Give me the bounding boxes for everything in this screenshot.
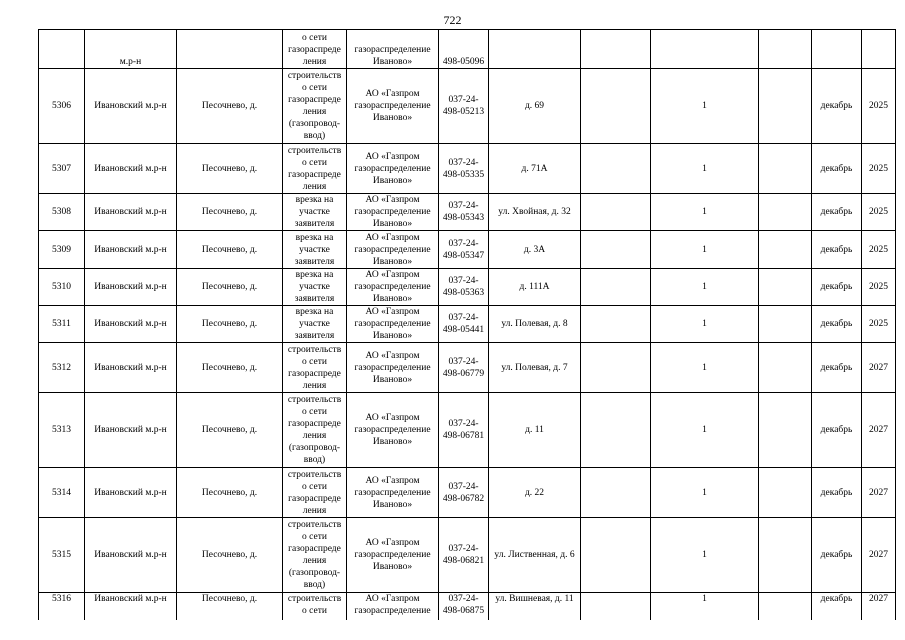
cell-qty: 1: [651, 393, 759, 468]
cell-district: м.р-н: [85, 30, 177, 69]
cell-tu-number: 037-24-498-05343: [439, 194, 489, 231]
cell-organization: АО «Газпром газораспределение Иваново»: [347, 468, 439, 518]
cell-qty: 1: [651, 468, 759, 518]
cell-work-type: строительств о сети газораспреде ления: [283, 144, 347, 194]
cell-district: Ивановский м.р-н: [85, 593, 177, 620]
register-body: [39, 30, 896, 620]
cell-no: 5314: [39, 468, 85, 518]
table-row: [39, 468, 896, 518]
table-row: [39, 518, 896, 593]
cell-empty: [759, 306, 812, 343]
cell-qty: 1: [651, 593, 759, 620]
cell-year: 2027: [862, 468, 896, 518]
cell-empty: [581, 518, 651, 593]
cell-locality: Песочнево, д.: [177, 343, 283, 393]
cell-tu-number: 037-24-498-06821: [439, 518, 489, 593]
cell-district: Ивановский м.р-н: [85, 468, 177, 518]
table-row: [39, 306, 896, 343]
cell-qty: 1: [651, 306, 759, 343]
cell-month: декабрь: [812, 393, 862, 468]
cell-organization: АО «Газпром газораспределение Иваново»: [347, 194, 439, 231]
cell-month: декабрь: [812, 194, 862, 231]
cell-address: д. 11: [489, 393, 581, 468]
cell-tu-number: 498-05096: [439, 30, 489, 69]
cell-organization: газораспределение Иваново»: [347, 30, 439, 69]
cell-organization: АО «Газпром газораспределение Иваново»: [347, 306, 439, 343]
cell-tu-number: 037-24-498-06782: [439, 468, 489, 518]
cell-no: 5308: [39, 194, 85, 231]
cell-locality: Песочнево, д.: [177, 393, 283, 468]
cell-address: д. 22: [489, 468, 581, 518]
cell-month: декабрь: [812, 468, 862, 518]
cell-tu-number: 037-24-498-05347: [439, 231, 489, 269]
cell-qty: 1: [651, 343, 759, 393]
cell-no: 5312: [39, 343, 85, 393]
cell-tu-number: 037-24-498-05335: [439, 144, 489, 194]
cell-organization: АО «Газпром газораспределение Иваново»: [347, 269, 439, 306]
cell-tu-number: 037-24-498-06875: [439, 593, 489, 620]
cell-address: д. 71А: [489, 144, 581, 194]
cell-address: ул. Хвойная, д. 32: [489, 194, 581, 231]
page-number: 722: [443, 13, 462, 27]
cell-address: [489, 30, 581, 69]
cell-tu-number: 037-24-498-05363: [439, 269, 489, 306]
cell-work-type: врезка на участке заявителя: [283, 269, 347, 306]
cell-empty: [759, 468, 812, 518]
cell-work-type: строительств о сети газораспреде ления: [283, 343, 347, 393]
cell-locality: Песочнево, д.: [177, 593, 283, 620]
cell-organization: АО «Газпром газораспределение Иваново»: [347, 231, 439, 269]
cell-locality: Песочнево, д.: [177, 69, 283, 144]
cell-no: 5315: [39, 518, 85, 593]
cell-empty: [581, 69, 651, 144]
cell-year: 2025: [862, 231, 896, 269]
cell-organization: АО «Газпром газораспределение Иваново»: [347, 343, 439, 393]
cell-locality: Песочнево, д.: [177, 269, 283, 306]
cell-work-type: о сети газораспреде ления: [283, 30, 347, 69]
cell-no: [39, 30, 85, 69]
cell-organization: АО «Газпром газораспределение Иваново»: [347, 518, 439, 593]
cell-month: декабрь: [812, 269, 862, 306]
table-row: [39, 343, 896, 393]
cell-tu-number: 037-24-498-06779: [439, 343, 489, 393]
table-row-continued: [39, 30, 896, 69]
cell-month: декабрь: [812, 343, 862, 393]
cell-locality: [177, 30, 283, 69]
cell-tu-number: 037-24-498-06781: [439, 393, 489, 468]
cell-address: ул. Лиственная, д. 6: [489, 518, 581, 593]
table-row: [39, 593, 896, 620]
cell-district: Ивановский м.р-н: [85, 343, 177, 393]
cell-organization: АО «Газпром газораспределение Иваново»: [347, 69, 439, 144]
cell-locality: Песочнево, д.: [177, 144, 283, 194]
cell-empty: [581, 269, 651, 306]
cell-work-type: строительств о сети газораспреде ления (газопровод-ввод): [283, 393, 347, 468]
cell-qty: 1: [651, 269, 759, 306]
cell-no: 5309: [39, 231, 85, 269]
cell-qty: [651, 30, 759, 69]
cell-district: Ивановский м.р-н: [85, 269, 177, 306]
cell-address: д. 69: [489, 69, 581, 144]
cell-district: Ивановский м.р-н: [85, 194, 177, 231]
cell-district: Ивановский м.р-н: [85, 518, 177, 593]
cell-empty: [581, 30, 651, 69]
cell-year: 2027: [862, 343, 896, 393]
cell-no: 5307: [39, 144, 85, 194]
cell-locality: Песочнево, д.: [177, 194, 283, 231]
cell-locality: Песочнево, д.: [177, 518, 283, 593]
cell-empty: [759, 343, 812, 393]
cell-district: Ивановский м.р-н: [85, 69, 177, 144]
cell-work-type: строительств о сети газораспреде ления (газопровод-ввод): [283, 69, 347, 144]
cell-address: д. 111А: [489, 269, 581, 306]
cell-empty: [759, 393, 812, 468]
cell-qty: 1: [651, 144, 759, 194]
cell-qty: 1: [651, 194, 759, 231]
cell-work-type: врезка на участке заявителя: [283, 306, 347, 343]
cell-no: 5311: [39, 306, 85, 343]
cell-month: [812, 30, 862, 69]
cell-year: 2025: [862, 306, 896, 343]
cell-no: 5313: [39, 393, 85, 468]
table-row: [39, 194, 896, 231]
cell-address: ул. Вишневая, д. 11: [489, 593, 581, 620]
table-row: [39, 393, 896, 468]
cell-year: 2027: [862, 393, 896, 468]
cell-organization: АО «Газпром газораспределение: [347, 593, 439, 620]
cell-empty: [759, 144, 812, 194]
cell-qty: 1: [651, 518, 759, 593]
cell-empty: [581, 231, 651, 269]
cell-district: Ивановский м.р-н: [85, 231, 177, 269]
cell-work-type: строительств о сети газораспреде ления (газопровод-ввод): [283, 518, 347, 593]
cell-address: д. 3А: [489, 231, 581, 269]
cell-empty: [759, 69, 812, 144]
table-row: [39, 144, 896, 194]
cell-locality: Песочнево, д.: [177, 468, 283, 518]
cell-year: 2025: [862, 194, 896, 231]
cell-work-type: строительств о сети газораспреде ления: [283, 468, 347, 518]
cell-work-type: врезка на участке заявителя: [283, 194, 347, 231]
cell-qty: 1: [651, 231, 759, 269]
cell-empty: [581, 393, 651, 468]
cell-empty: [759, 518, 812, 593]
table-row: [39, 231, 896, 269]
cell-empty: [581, 306, 651, 343]
cell-empty: [581, 343, 651, 393]
cell-month: декабрь: [812, 69, 862, 144]
cell-empty: [759, 593, 812, 620]
cell-empty: [581, 144, 651, 194]
table-row: [39, 69, 896, 144]
cell-locality: Песочнево, д.: [177, 231, 283, 269]
cell-empty: [759, 30, 812, 69]
cell-work-type: строительств о сети: [283, 593, 347, 620]
cell-year: 2025: [862, 144, 896, 194]
table-row: [39, 269, 896, 306]
cell-month: декабрь: [812, 518, 862, 593]
cell-no: 5306: [39, 69, 85, 144]
cell-month: декабрь: [812, 593, 862, 620]
cell-month: декабрь: [812, 144, 862, 194]
cell-no: 5310: [39, 269, 85, 306]
cell-empty: [759, 231, 812, 269]
cell-empty: [581, 468, 651, 518]
cell-organization: АО «Газпром газораспределение Иваново»: [347, 144, 439, 194]
cell-year: 2027: [862, 518, 896, 593]
cell-tu-number: 037-24-498-05213: [439, 69, 489, 144]
cell-district: Ивановский м.р-н: [85, 393, 177, 468]
cell-year: 2025: [862, 269, 896, 306]
cell-empty: [581, 593, 651, 620]
cell-tu-number: 037-24-498-05441: [439, 306, 489, 343]
cell-address: ул. Полевая, д. 7: [489, 343, 581, 393]
cell-year: [862, 30, 896, 69]
cell-no: 5316: [39, 593, 85, 620]
cell-district: Ивановский м.р-н: [85, 306, 177, 343]
cell-organization: АО «Газпром газораспределение Иваново»: [347, 393, 439, 468]
cell-qty: 1: [651, 69, 759, 144]
cell-empty: [581, 194, 651, 231]
cell-empty: [759, 269, 812, 306]
cell-district: Ивановский м.р-н: [85, 144, 177, 194]
register-table: [38, 29, 896, 620]
cell-empty: [759, 194, 812, 231]
cell-address: ул. Полевая, д. 8: [489, 306, 581, 343]
cell-locality: Песочнево, д.: [177, 306, 283, 343]
cell-year: 2027: [862, 593, 896, 620]
cell-month: декабрь: [812, 231, 862, 269]
cell-work-type: врезка на участке заявителя: [283, 231, 347, 269]
cell-year: 2025: [862, 69, 896, 144]
cell-month: декабрь: [812, 306, 862, 343]
